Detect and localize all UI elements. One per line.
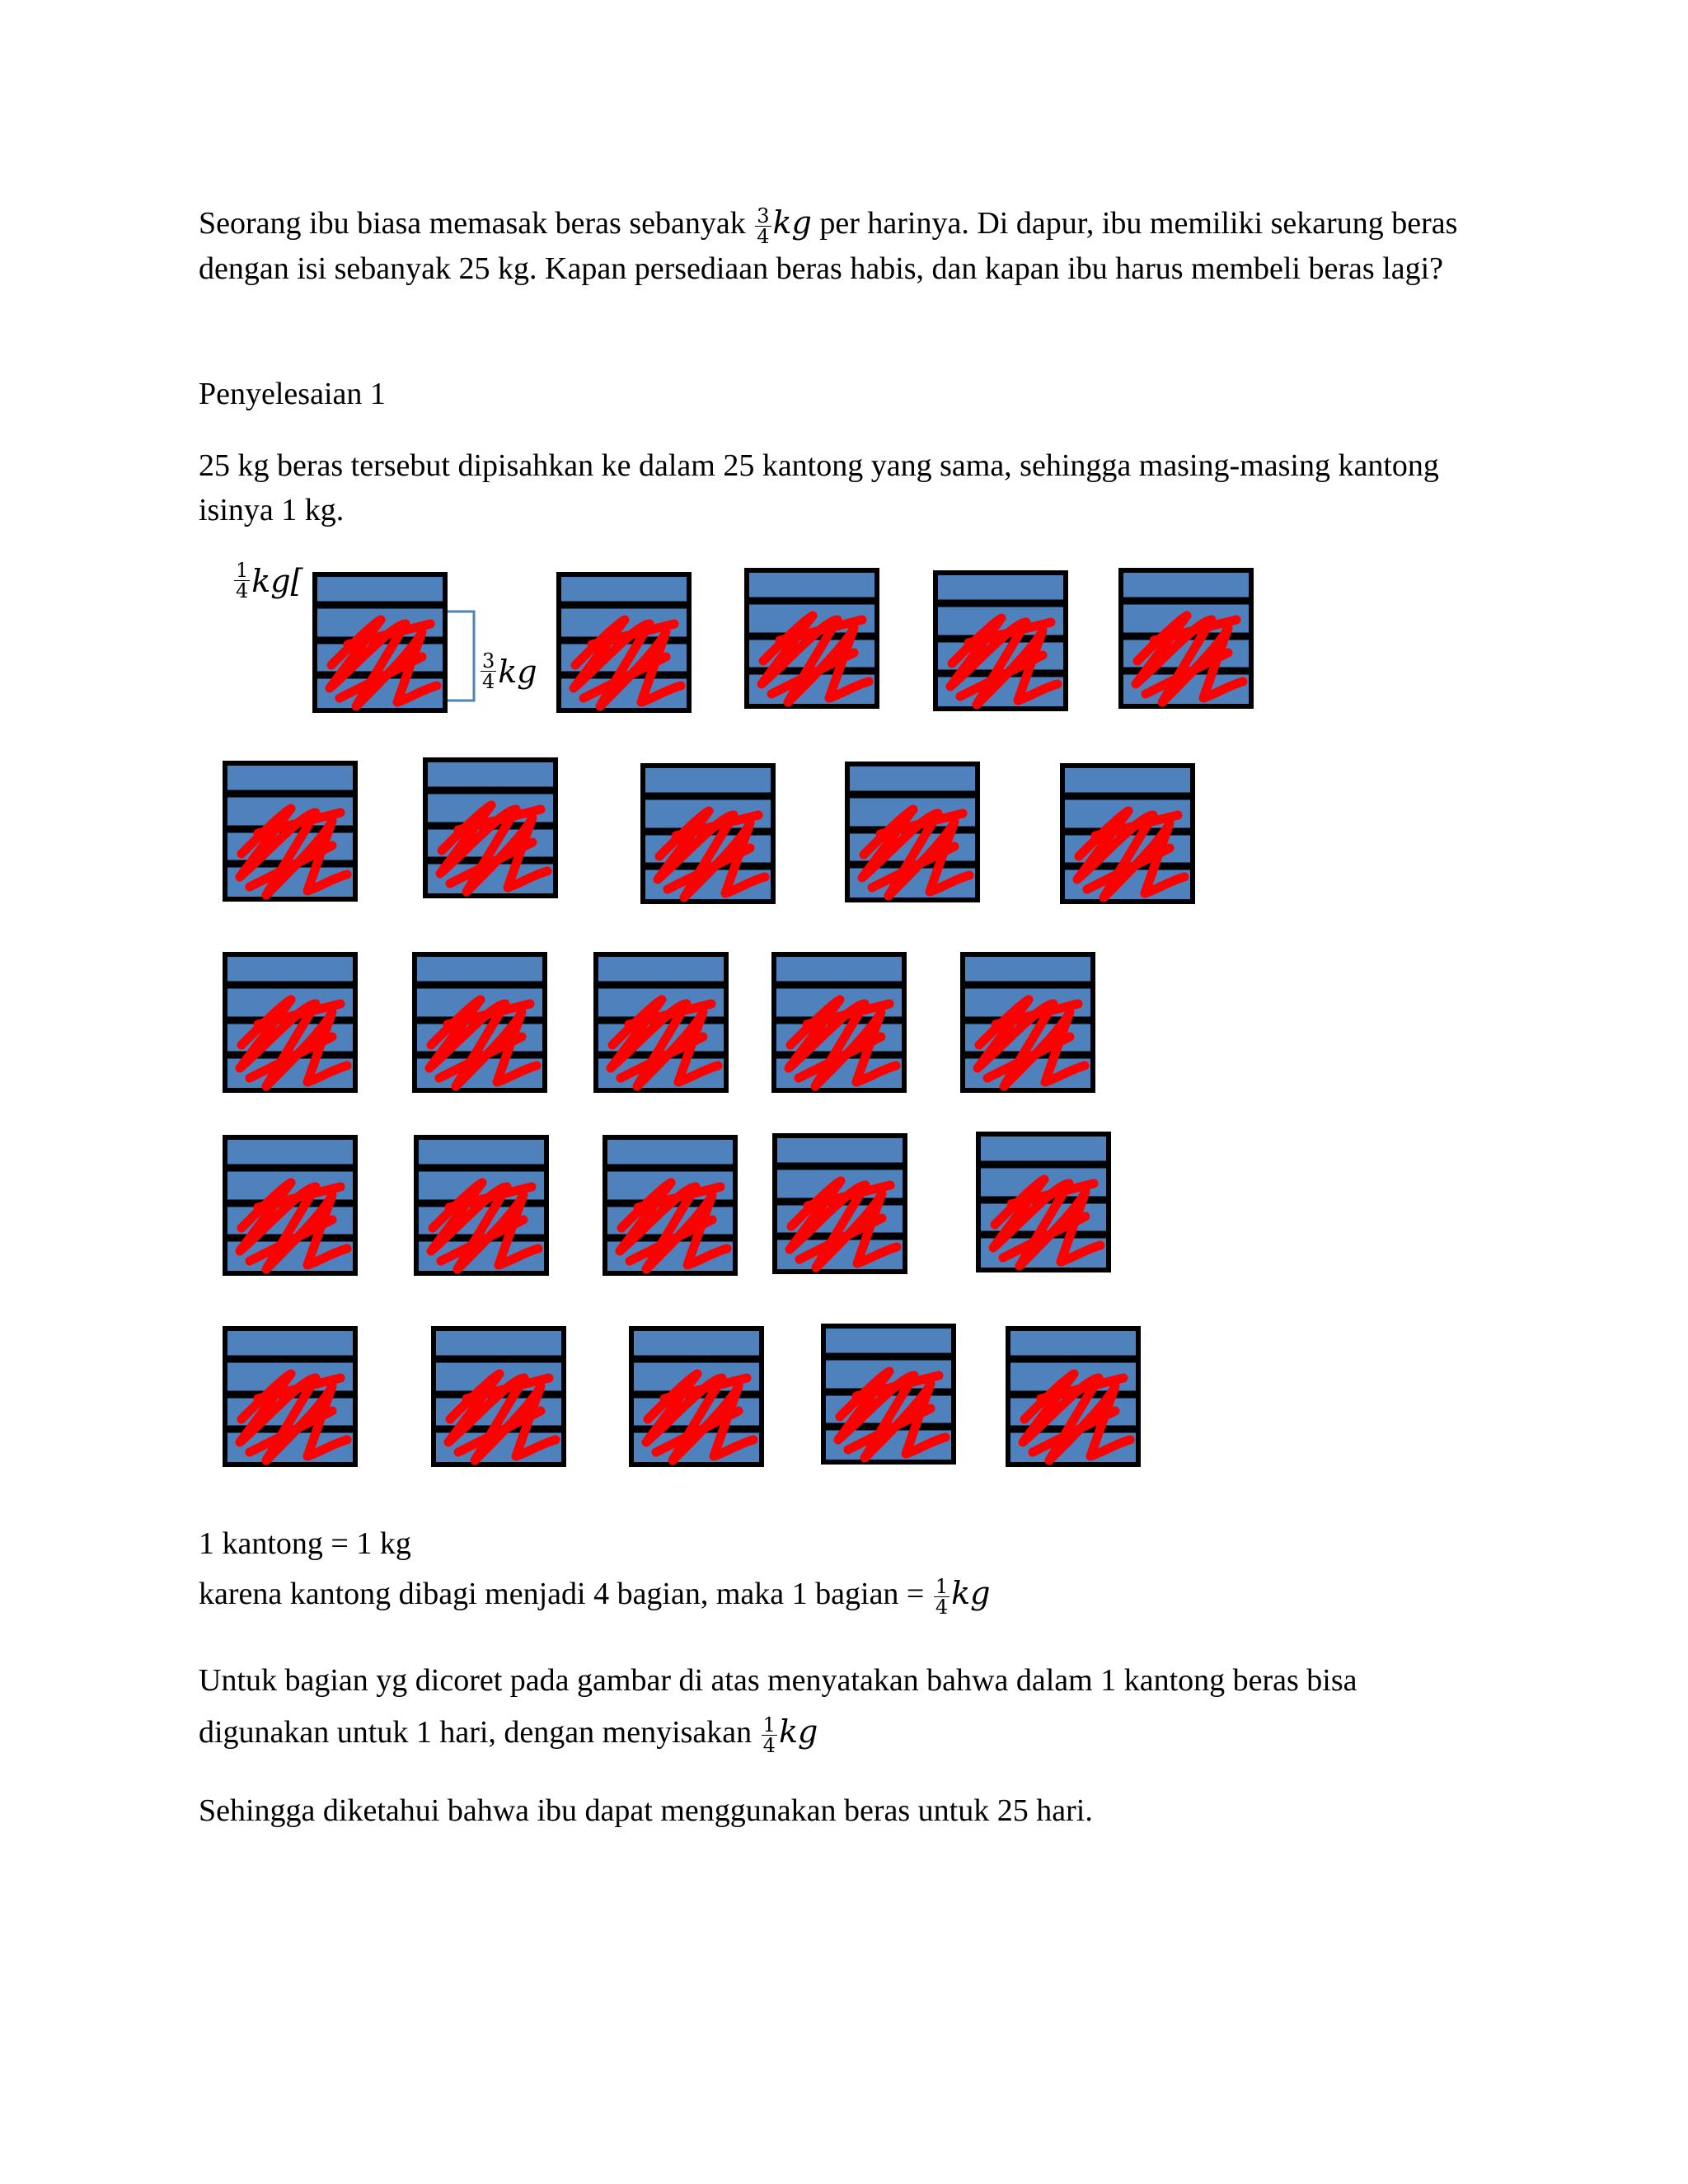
rice-bag-21 bbox=[225, 1329, 355, 1465]
label-quarter-num: 1 bbox=[236, 559, 249, 582]
rice-bag-8 bbox=[643, 766, 773, 902]
label-three-quarter-den: 4 bbox=[482, 670, 495, 693]
label-quarter-unit: kg[ bbox=[251, 562, 303, 599]
unit-kg: kg bbox=[772, 204, 812, 241]
rice-bag-15 bbox=[963, 954, 1093, 1090]
explanation-text: Untuk bagian yg dicoret pada gambar di atas menyatakan bahwa dalam 1 kantong beras bisa digunakan untuk 1 hari, dengan menyisakan bbox=[199, 1663, 1357, 1750]
fact-quarter-num: 1 bbox=[935, 1574, 949, 1598]
problem-text-part1: Seorang ibu biasa memasak beras sebanyak bbox=[199, 206, 746, 241]
rice-bag-11 bbox=[225, 954, 355, 1090]
label-three-quarter-unit: kg bbox=[498, 653, 537, 690]
three-quarter-bracket bbox=[448, 612, 474, 701]
explanation-num: 1 bbox=[762, 1713, 776, 1736]
rice-bag-22 bbox=[434, 1329, 564, 1465]
label-three-quarter-kg bbox=[479, 651, 537, 691]
fact-bag-equals-kg: 1 kantong = 1 kg bbox=[199, 1526, 411, 1561]
split-description: 25 kg beras tersebut dipisahkan ke dalam 25 kantong yang sama, sehingga masing-masing kantong isinya 1 kg. bbox=[199, 448, 1439, 527]
fact-quarter-den: 4 bbox=[935, 1595, 949, 1619]
fact-quarter-fraction bbox=[934, 1574, 950, 1619]
rice-bag-12 bbox=[415, 954, 545, 1090]
explanation-unit: kg bbox=[778, 1713, 818, 1750]
rice-bag-13 bbox=[596, 954, 726, 1090]
rice-bag-23 bbox=[631, 1329, 762, 1465]
label-three-quarter-num: 3 bbox=[482, 649, 495, 673]
explanation bbox=[199, 1655, 1493, 1758]
explanation-den: 4 bbox=[762, 1733, 776, 1757]
rice-bag-5 bbox=[1121, 570, 1251, 706]
fact-part-equals-quarter bbox=[199, 1571, 1493, 1617]
rice-bag-2 bbox=[559, 574, 689, 710]
rice-bag-6 bbox=[225, 763, 355, 899]
rice-bag-16 bbox=[225, 1137, 355, 1273]
conclusion: Sehingga diketahui bahwa ibu dapat menggunakan beras untuk 25 hari. bbox=[199, 1793, 1093, 1828]
rice-bag-3 bbox=[747, 570, 877, 706]
fact-quarter-unit: kg bbox=[951, 1575, 991, 1611]
rice-bag-25 bbox=[1008, 1329, 1138, 1465]
rice-bag-7 bbox=[425, 760, 556, 896]
rice-bag-19 bbox=[775, 1136, 905, 1272]
rice-bag-24 bbox=[823, 1326, 954, 1462]
label-quarter-kg bbox=[232, 560, 302, 601]
problem-text-part2: per harinya. Di dapur, ibu memiliki sekarung beras dengan isi sebanyak 25 kg. Kapan persediaan beras habis, dan kapan ibu harus membeli beras lagi? bbox=[199, 206, 1458, 286]
rice-bag-1 bbox=[315, 574, 445, 710]
rice-bag-9 bbox=[847, 764, 978, 900]
rice-bag-14 bbox=[774, 954, 904, 1090]
explanation-fraction bbox=[762, 1715, 777, 1755]
rice-bag-20 bbox=[978, 1134, 1109, 1270]
fraction-numerator: 3 bbox=[757, 204, 770, 227]
solution-heading: Penyelesaian 1 bbox=[199, 377, 386, 411]
rice-bag-10 bbox=[1062, 766, 1193, 902]
label-three-quarter-fraction bbox=[481, 651, 496, 691]
rice-bag-17 bbox=[416, 1137, 546, 1273]
rice-bag-18 bbox=[605, 1137, 735, 1273]
label-quarter-den: 4 bbox=[236, 579, 249, 602]
label-quarter-fraction bbox=[234, 560, 250, 601]
fraction-denominator: 4 bbox=[757, 224, 770, 248]
rice-bag-4 bbox=[935, 573, 1066, 709]
fact-part-text: karena kantong dibagi menjadi 4 bagian, maka 1 bagian = bbox=[199, 1577, 925, 1611]
